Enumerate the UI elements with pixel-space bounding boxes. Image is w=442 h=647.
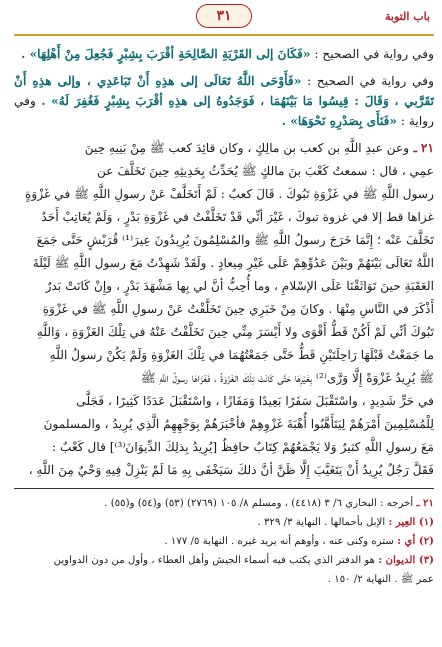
footnote [14,571,434,588]
paragraph-1-quote: «فَكَانَ إلى القَرْيَةِ الصَّالِحَةِ أقْرَبَ بِشِبْرٍ فَجُعِلَ مِنْ أَهْلِهَا» . [21,47,311,61]
footnote-label: (٣) الديوان : [378,554,434,566]
footnote-label: ٢١ ـ [416,497,434,509]
hadith-line: أَذْكَرَ في النَّاسِ مِنْهَا . وكانَ مِنْ خَبَرِي حِينَ تَخَلَّفْتُ عَنْ رسولِ اللَّهِ ﷺ في غَزْوَةِ [42,302,434,316]
paragraph-1-intro: وفي رواية في الصحيح : [314,47,434,61]
paragraph-2-quote-2: «فَنَأَى بِصَدْرِهِ نَحْوَهَا» . [281,114,398,128]
hadith-line: عمِي ، قال : سمعتُ كَعْبَ بنَ مالكٍ ﷺ يُحَدِّثُ بِحَدِيثِهِ حِينَ تَخَلَّفَ عن [97,164,434,178]
hadith-line: العَقَبَةِ حينَ تَوَاثَقْنَا عَلَى الإسْلامِ ، وما أُحِبُّ أنَّ لي بِها مَشْهَدَ بَدْرٍ ، وإِنْ كَانَتْ بَدرٌ [45,279,434,293]
hadith-line: تَبُوكَ أنِّي لَمْ أَكُنْ قَطُّ أَقْوَى ولا أَيْسَرَ مِنِّي حِينَ تَخَلَّفْتُ عَنْهُ في تِلْكَ الغَزْوَةِ ، وَاللَّهِ [36,325,434,339]
chapter-title: باب التوبة [385,10,430,23]
main-text [14,44,434,480]
footnote-label: (١) العِير : [388,516,434,528]
hadith-number: ٢١ [420,141,434,155]
hadith-line: تَخَلَّفَ عَنْه ؛ إِنَّمَا خَرَجَ رسولُ اللَّهِ ﷺ والمُسْلِمُونَ يُرِيدُونَ عِيرَ⁽¹⁾ قُرَيْشٍ حَتَّى جَمَعَ [36,233,434,247]
hadith-line: ما جَمَعْتُ قَبْلَهَا رَاحِلَتَيْنِ قَطُّ حَتَّى جَمَعْتُهُمَا في تِلْكَ الغَزْوَةِ وَلَمْ يَكُنْ رسولُ اللَّهِ [49,348,434,362]
hadith-text: وعن عبدِ اللَّهِ بن كعب بن مالِكٍ ، وكان قائِدَ كعب ﷺ مِنْ بَنِيهِ حِينَ [84,141,410,155]
footnote-text: الإبل بأحمالها . النهاية ٣/ ٣٢٩ . [257,517,386,528]
footnote-text: أخرجه : البخاري ٦/ ٣ (٤٤١٨) ، ومسلم ٨/ ١٠٥ (٢٧٦٩) (٥٣) و(٥٤) و(٥٥) . [104,498,414,509]
footnote [14,514,434,531]
paragraph-2-quote: «فَأَوْحَى اللَّهُ تَعَالَى إلى هذِهِ أَنْ تَبَاعَدِي ، وإلى هذِهِ أَنْ تَقَرَّبي ، وَقَالَ : قِيسُوا مَا بَيْنَهُمَا ، فَوَجَدُوهُ إلى هذِهِ أقْرَبَ بِشِبْرٍ فَغُفِرَ لَهُ» . [14,74,435,108]
hadith-line: ٢١ ـ وعن عبدِ اللَّهِ بن كعب بن مالِكٍ ، وكان قائِدَ كعب ﷺ مِنْ بَنِيهِ حِينَ [84,141,434,155]
footnote [14,495,434,512]
footnotes [14,495,434,588]
paragraph-1 [14,44,434,64]
hadith-line: فَقَلَّ رَجُلٌ يُرِيدُ أَنْ يَتَغَيَّبَ إِلَّا ظَنَّ أنَّ ذلكَ سَيَخْفَى بِهِ مَا لَمْ يَنْزِلْ فِيهِ وَحْيٌ مِنَ اللَّهِ ، [28,463,434,477]
footnote [14,552,434,569]
footnote-text: ستره وكنى عنه ، وأوهم أنه يريد غيره . النهاية ٥/ ١٧٧ . [164,536,394,547]
page-number-badge: ٣١ [196,4,252,28]
hadith-line: اللَّهُ تَعَالَى بَيْنَهُمْ وبَيْنَ عَدُوِّهِمْ عَلَى غَيْرِ مِيعادٍ . ولَقَدْ شَهِدْتُ مَعَ رسول اللَّهِ ﷺ لَيْلَةَ [32,256,434,270]
hadith-line: مَعَ رسولِ اللَّهِ كثيرٌ وَلا يَجْمَعُهُمْ كِتَابٌ حافِظٌ [يُرِيدُ بِذلِكَ الدِّيوَانَ⁽³⁾] قال كَعْبٌ : [52,440,434,454]
footnote-text: هو الدفتر الذي يكتب فيه أسماء الجيش وأهل العطاء ، وأول من دون الدواوين [53,555,376,566]
hadith-line: في حَرٍّ شَدِيدٍ ، واسْتَقْبَلَ سَفَرًا بَعِيدًا وَمَفَازًا ، واسْتَقْبَلَ عَدَدًا كَثِيرًا ، فَجَلَّى [76,394,434,408]
paragraph-2-intro: وفي رواية في الصحيح : [307,74,435,88]
paragraph-2 [14,71,434,131]
footnote [14,533,434,550]
paragraph-2-intro-2: وفي رواية : [14,94,434,128]
hadith-line: ﷺ يُرِيدُ غَزْوَةً إِلَّا وَرَّى⁽²⁾ بِغَيْرِهَا حَتَّى كَانَتْ تِلْكَ الغَزْوَةُ ، فَغَزَاهَا رسولُ اللَّهِ ﷺ [140,371,434,385]
page-header [14,0,434,36]
footnote-text: عمر ﷺ . النهاية ٢/ ١٥٠ . [327,574,434,585]
footnote-divider [14,488,434,489]
footnote-label: (٢) أي : [397,535,434,547]
hadith-line: رسول اللَّهِ ﷺ في غَزْوَةِ تَبُوكَ . قَالَ كعبٌ : لَمْ أَتَخَلَّفْ عَنْ رسولِ اللَّهِ ﷺ في غَزْوَةٍ [25,187,434,201]
hadith-line: لِلْمُسْلِمِينَ أَمْرَهُمْ لِيَتَأَهَّبُوا أُهْبَةَ غَزْوِهِمْ فأخْبَرَهُمْ بِوَجْهِهِمُ الَّذِي يُرِيدُ ، والمسلمونَ [43,417,434,431]
hadith-line: غزاها قط إلا في غزوة تبوكَ ، غَيْرَ أنِّي قَدْ تَخَلَّفْتُ في غَزْوَةِ بَدْرٍ ، وَلَمْ يُعَاتِبْ أَحَدٌ [41,210,434,224]
